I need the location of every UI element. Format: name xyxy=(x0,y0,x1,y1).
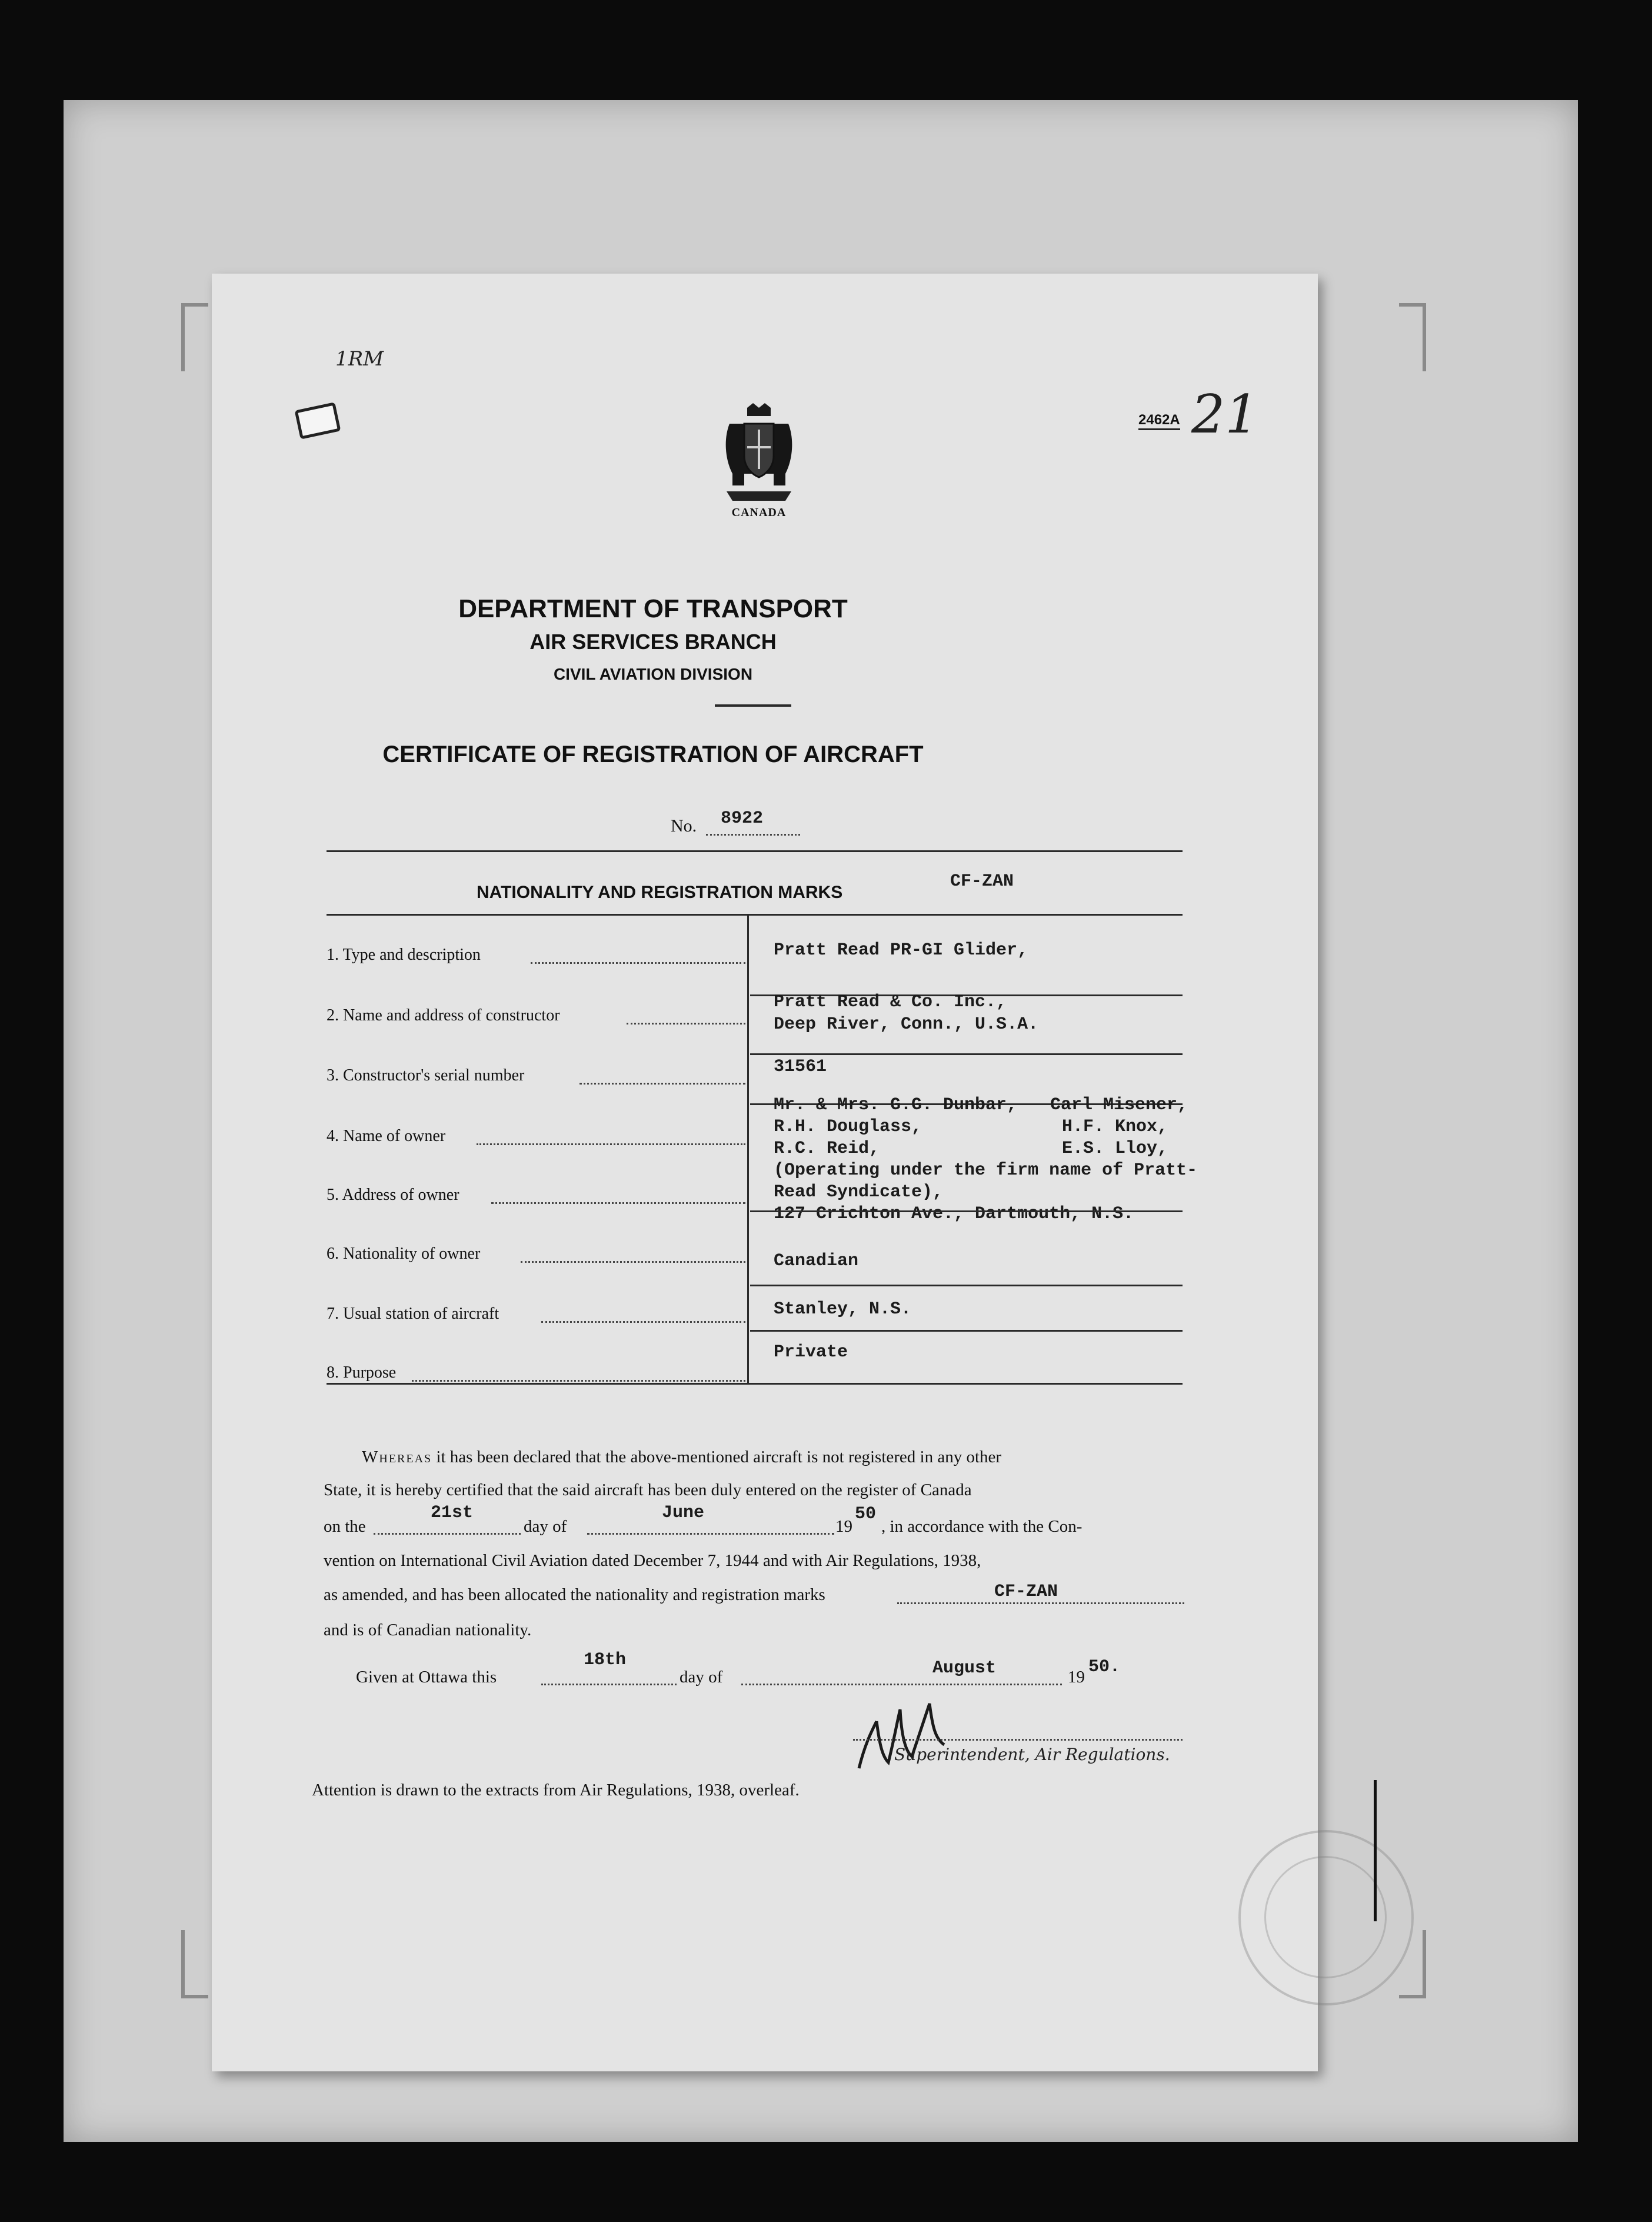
rule xyxy=(750,1053,1183,1055)
row-dots xyxy=(521,1261,745,1263)
signature-role: Superintendent, Air Regulations. xyxy=(894,1745,1170,1764)
owner-line: 127 Crichton Ave., Dartmouth, N.S. xyxy=(774,1204,1134,1224)
certificate-number-label: No. xyxy=(671,816,697,836)
rule xyxy=(327,914,1183,916)
row-label-type: 1. Type and description xyxy=(327,946,481,964)
allocated-marks: CF-ZAN xyxy=(994,1582,1058,1602)
body-line-3-tail: , in accordance with the Con- xyxy=(881,1517,1083,1536)
rule xyxy=(750,1330,1183,1332)
row-value-purpose: Private xyxy=(774,1342,848,1362)
row-label-owner-name: 4. Name of owner xyxy=(327,1127,446,1145)
row-label-purpose: 8. Purpose xyxy=(327,1363,397,1382)
row-label-owner-address: 5. Address of owner xyxy=(327,1186,459,1204)
hole-punch-mark xyxy=(295,402,341,439)
owner-line: R.H. Douglass, xyxy=(774,1117,922,1137)
owner-line: R.C. Reid, xyxy=(774,1139,880,1159)
number-dotted-line xyxy=(706,834,800,836)
row-value-serial: 31561 xyxy=(774,1057,827,1077)
crest-label: CANADA xyxy=(731,506,787,519)
row-value-constructor-2: Deep River, Conn., U.S.A. xyxy=(774,1014,1039,1035)
row-dots xyxy=(491,1202,745,1204)
date-dots xyxy=(374,1533,521,1535)
branch-heading: AIR SERVICES BRANCH xyxy=(529,630,777,654)
file-mark: 1RM xyxy=(335,347,384,371)
owner-line: Mr. & Mrs. G.G. Dunbar, xyxy=(774,1095,1018,1115)
on-the-label: on the xyxy=(324,1517,366,1536)
nationality-value: CF-ZAN xyxy=(950,871,1014,892)
certificate-title: CERTIFICATE OF REGISTRATION OF AIRCRAFT xyxy=(382,741,924,767)
coat-of-arms xyxy=(718,403,800,521)
row-label-station: 7. Usual station of aircraft xyxy=(327,1305,499,1323)
owner-line: H.F. Knox, xyxy=(1062,1117,1168,1137)
body-line-4: vention on International Civil Aviation dated December 7, 1944 and with Air Regulations, 1938, xyxy=(324,1551,981,1570)
row-dots xyxy=(531,962,745,964)
row-value-type: Pratt Read PR-GI Glider, xyxy=(774,940,1028,960)
owner-line: E.S. Lloy, xyxy=(1062,1139,1168,1159)
margin-line xyxy=(1374,1780,1377,1921)
crop-mark xyxy=(1399,303,1426,371)
department-heading: DEPARTMENT OF TRANSPORT xyxy=(458,594,848,623)
handwritten-page-number: 21 xyxy=(1191,384,1259,445)
date-dots xyxy=(587,1533,834,1535)
owner-line: Read Syndicate), xyxy=(774,1182,944,1202)
rule xyxy=(327,1383,1183,1385)
registration-year: 50 xyxy=(855,1504,877,1524)
body-line-2: State, it is hereby certified that the said aircraft has been duly entered on the register of Canada xyxy=(324,1481,972,1499)
body-line-5: as amended, and has been allocated the nationality and registration marks xyxy=(324,1585,825,1604)
owner-line: (Operating under the firm name of Pratt- xyxy=(774,1160,1198,1180)
given-dots xyxy=(741,1684,1062,1685)
row-dots xyxy=(627,1023,745,1024)
given-day-of-label: day of xyxy=(680,1668,723,1687)
whereas-text: it has been declared that the above-mentioned aircraft is not registered in any other xyxy=(436,1448,1002,1466)
body-line-6: and is of Canadian nationality. xyxy=(324,1621,532,1639)
heading-divider xyxy=(715,704,791,707)
owner-line: Carl Misener, xyxy=(1050,1095,1188,1115)
row-value-station: Stanley, N.S. xyxy=(774,1299,912,1319)
row-dots xyxy=(579,1083,745,1085)
given-month: August xyxy=(932,1658,997,1678)
marks-dots xyxy=(897,1602,1184,1604)
nationality-label: NATIONALITY AND REGISTRATION MARKS xyxy=(477,883,843,902)
rule xyxy=(750,1285,1183,1286)
row-dots xyxy=(477,1143,745,1145)
row-dots xyxy=(541,1321,745,1323)
row-label-serial: 3. Constructor's serial number xyxy=(327,1066,525,1085)
day-of-label: day of xyxy=(524,1517,567,1536)
certificate-sheet xyxy=(212,274,1318,2071)
year-prefix: 19 xyxy=(835,1517,852,1536)
certificate-number: 8922 xyxy=(721,809,764,829)
row-label-nationality: 6. Nationality of owner xyxy=(327,1245,481,1263)
whereas-line-1 xyxy=(362,1446,1185,1468)
row-value-constructor-1: Pratt Read & Co. Inc., xyxy=(774,992,1007,1012)
crop-mark xyxy=(181,1930,208,1998)
registration-month: June xyxy=(662,1503,705,1523)
signature-dots xyxy=(853,1739,1183,1741)
row-label-constructor: 2. Name and address of constructor xyxy=(327,1006,560,1024)
given-dots xyxy=(541,1684,677,1685)
given-year-prefix: 19 xyxy=(1068,1668,1085,1687)
footer-note: Attention is drawn to the extracts from Air Regulations, 1938, overleaf. xyxy=(312,1781,800,1799)
division-heading: CIVIL AVIATION DIVISION xyxy=(553,665,753,683)
given-day: 18th xyxy=(584,1650,627,1670)
form-code: 2462A xyxy=(1138,412,1180,430)
table-divider xyxy=(747,915,749,1383)
crop-mark xyxy=(181,303,208,371)
given-year: 50. xyxy=(1088,1657,1121,1677)
row-value-nationality: Canadian xyxy=(774,1251,859,1271)
rule xyxy=(327,850,1183,852)
row-dots xyxy=(412,1380,745,1382)
embossed-seal xyxy=(1238,1830,1414,2005)
rule xyxy=(750,1210,1183,1212)
crest-icon xyxy=(718,403,800,503)
whereas-word: Whereas xyxy=(362,1448,432,1466)
registration-day: 21st xyxy=(431,1503,474,1523)
given-label: Given at Ottawa this xyxy=(356,1668,497,1687)
